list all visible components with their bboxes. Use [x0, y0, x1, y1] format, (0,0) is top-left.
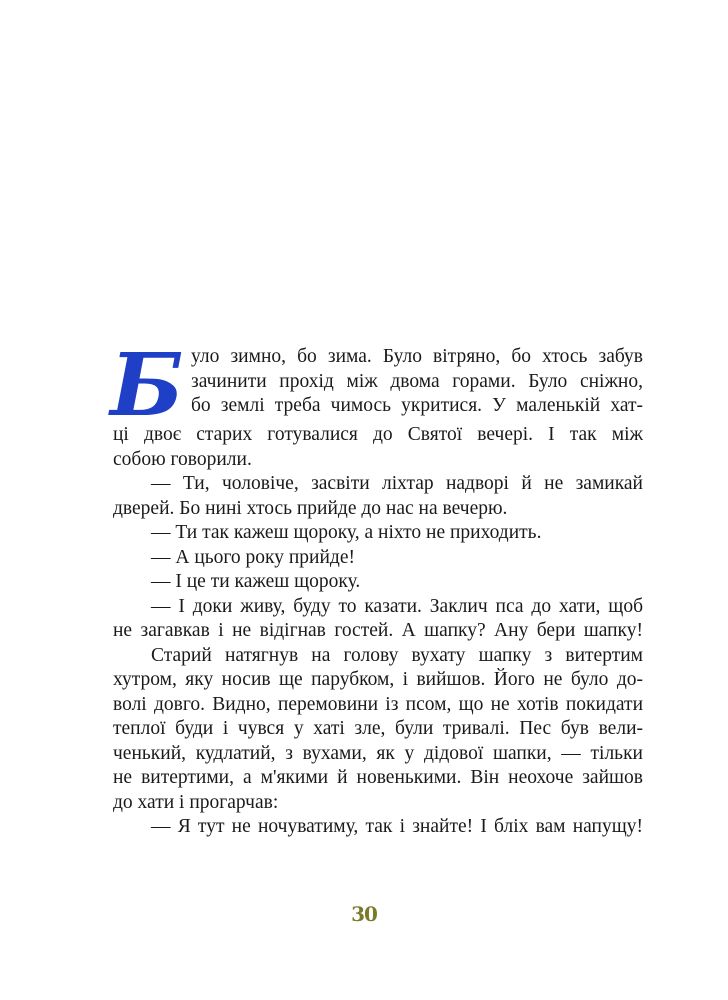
- text-line-2: зачинити прохід між двома горами. Було сніжно,: [191, 370, 643, 392]
- text-line-6: — Ти, чоловіче, засвіти ліхтар надворі й не замикай: [151, 473, 643, 494]
- story-text: [110, 345, 643, 840]
- text-line-14: хутром, яку носив ще парубком, і вийшов. Його не було до-: [113, 669, 643, 690]
- text-line-17: ченький, кудлатий, з вухами, як у дідової шапки, — тільки: [113, 742, 643, 764]
- text-line-19: до хати і прогарчав:: [113, 791, 279, 813]
- text-line-7: дверей. Бо нині хтось прийде до нас на вечерю.: [113, 497, 508, 519]
- text-line-10: — І це ти кажеш щороку.: [151, 571, 361, 592]
- svg-text:Б: Б: [110, 347, 184, 423]
- text-line-16: теплої буди і чувся у хаті зле, були тривалі. Пес був вели-: [113, 718, 643, 739]
- dropcap-letter: [107, 347, 187, 423]
- text-line-1: уло зимно, бо зима. Було вітряно, бо хтось забув: [191, 346, 643, 367]
- text-line-8: — Ти так кажеш щороку, а ніхто не приходить.: [151, 522, 542, 543]
- text-line-9: — А цього року прийде!: [151, 546, 355, 568]
- page-number: 30: [351, 902, 377, 926]
- text-line-4: ці двоє старих готувалися до Святої вечері. І так між: [113, 424, 643, 445]
- text-line-15: волі довго. Видно, перемовини із псом, що не хотів покидати: [113, 693, 643, 715]
- text-line-11: — І доки живу, буду то казати. Заклич пса до хати, щоб: [151, 595, 643, 617]
- text-line-12: не загавкав і не відігнав гостей. А шапку? Ану бери шапку!: [113, 620, 643, 641]
- text-line-5: собою говорили.: [113, 448, 252, 470]
- text-line-18: не витертими, а м'якими й новенькими. Він неохоче зайшов: [113, 767, 643, 788]
- text-line-20: — Я тут не ночуватиму, так і знайте! І бліх вам напущу!: [151, 816, 643, 837]
- text-line-3: бо землі треба чимось укритися. У маленькій хат-: [191, 395, 643, 416]
- text-line-13: Старий натягнув на голову вухату шапку з витертим: [151, 644, 643, 666]
